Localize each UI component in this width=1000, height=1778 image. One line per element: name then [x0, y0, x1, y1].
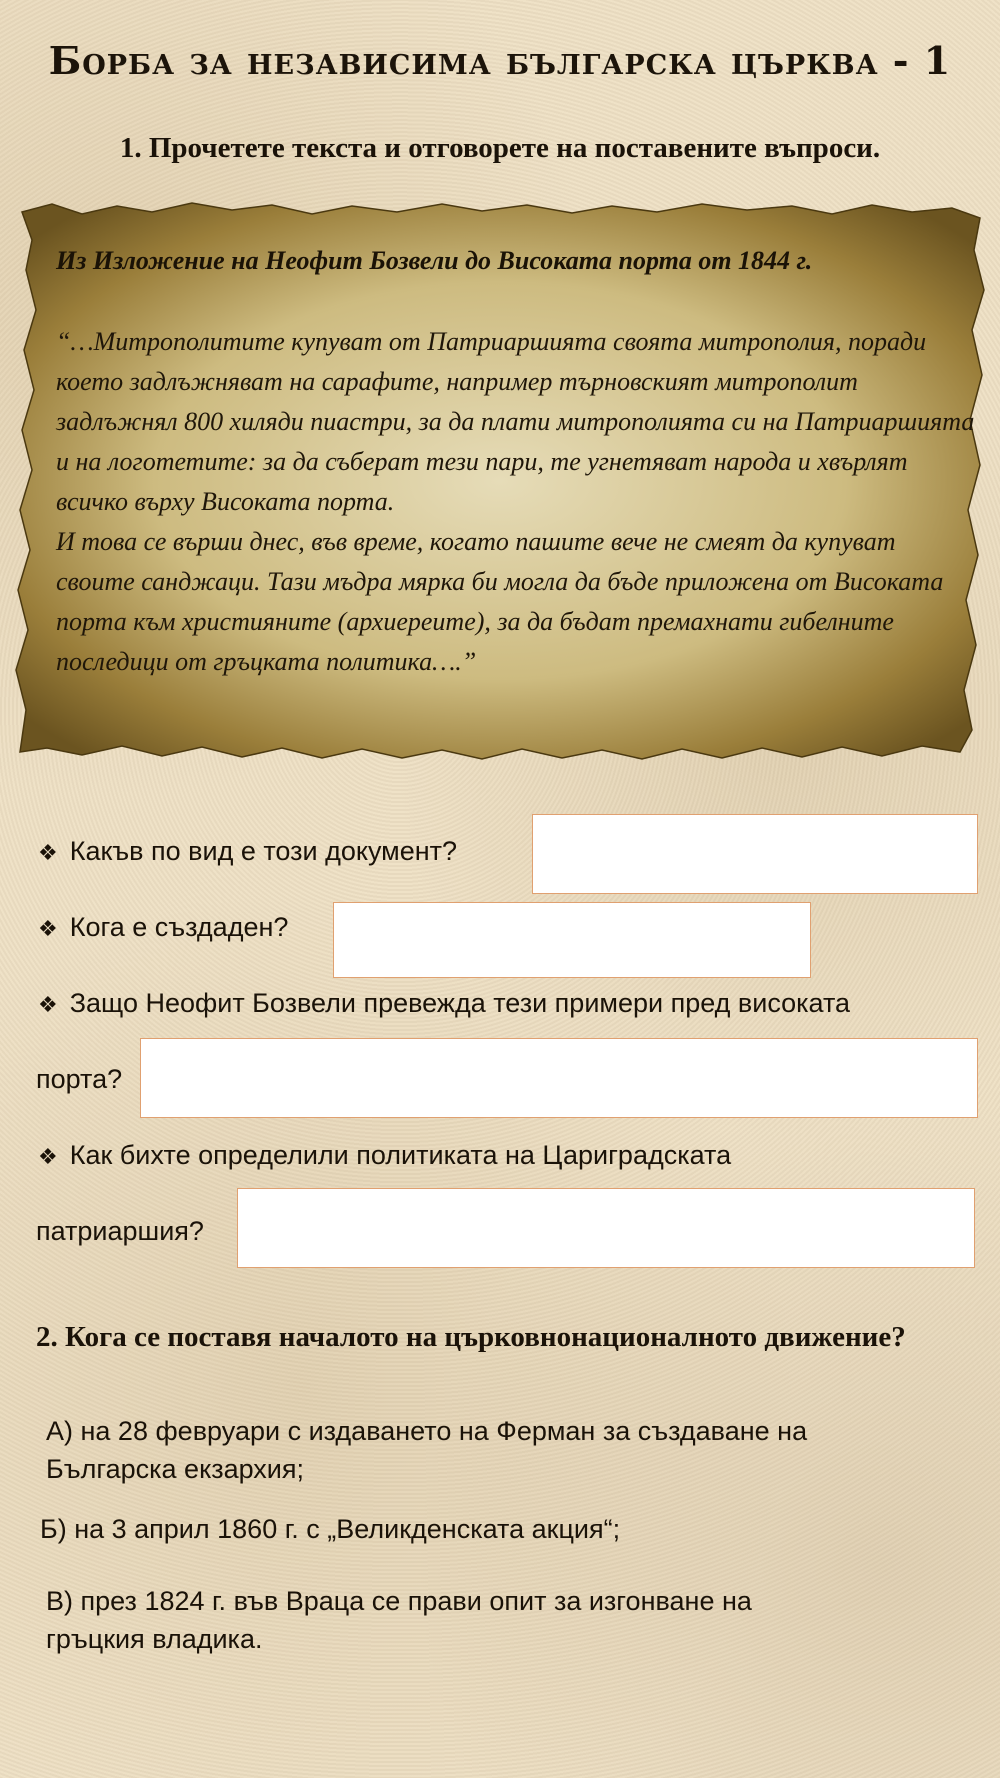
page-title: Борба за независима българска църква - 1 — [48, 38, 952, 83]
parchment-scroll — [12, 200, 990, 763]
question-4-continuation: патриаршия? — [36, 1216, 204, 1246]
bullet-icon: ❖ — [38, 840, 58, 865]
option-c[interactable] — [46, 1582, 946, 1658]
document-quote — [56, 322, 976, 682]
bullet-icon: ❖ — [38, 916, 58, 941]
option-a[interactable] — [46, 1412, 946, 1488]
quote-paragraph-1: “…Митрополитите купуват от Патриаршията своята митрополия, поради което задлъжняват на сарафите, например търновският митрополит задлъжнял 800 хиляди пиастри, за да плати митрополията си на Патриаршията и на логотетите: за да съберат тези пари, те угнетяват народа и хвърлят всичко върху Високата порта. — [56, 327, 975, 516]
option-b-line-1: Б) на 3 април 1860 г. с „Великденската акция“; — [40, 1514, 621, 1544]
question-2 — [38, 912, 288, 943]
bullet-icon: ❖ — [38, 1144, 58, 1169]
question-1-text: Какъв по вид е този документ? — [69, 836, 458, 866]
task-1-heading: 1. Прочетете текста и отговорете на поставените въпроси. — [119, 132, 881, 164]
option-a-line-2: Българска екзархия; — [46, 1454, 305, 1484]
option-b[interactable] — [40, 1510, 940, 1548]
option-c-line-1: В) през 1824 г. във Враца се прави опит за изгонване на — [46, 1586, 752, 1616]
bullet-icon: ❖ — [38, 992, 58, 1017]
question-2-text: Кога е създаден? — [69, 912, 289, 942]
document-source: Из Изложение на Неофит Бозвели до Високата порта от 1844 г. — [56, 246, 813, 275]
question-1 — [38, 836, 457, 867]
question-3-text: Защо Неофит Бозвели превежда тези примери пред високата — [69, 988, 851, 1018]
question-3 — [38, 988, 850, 1019]
option-c-line-2: гръцкия владика. — [46, 1624, 263, 1654]
answer-field-1[interactable] — [532, 814, 978, 894]
quote-paragraph-2: И това се върши днес, във време, когато пашите вече не смеят да купуват своите санджаци. Тази мъдра мярка би могла да бъде приложена от Високата порта към християните (архиереите), за да бъдат премахнати гибелните последици от гръцката политика….” — [56, 527, 944, 676]
task-2-heading: 2. Кога се поставя началото на църковнонационалното движение? — [36, 1321, 906, 1353]
answer-field-4[interactable] — [237, 1188, 975, 1268]
answer-field-2[interactable] — [333, 902, 811, 978]
question-4 — [38, 1140, 731, 1171]
answer-field-3[interactable] — [140, 1038, 978, 1118]
question-4-text: Как бихте определили политиката на Цариградската — [69, 1140, 732, 1170]
option-a-line-1: А) на 28 февруари с издаването на Ферман за създаване на — [46, 1416, 808, 1446]
question-3-continuation: порта? — [36, 1064, 123, 1094]
